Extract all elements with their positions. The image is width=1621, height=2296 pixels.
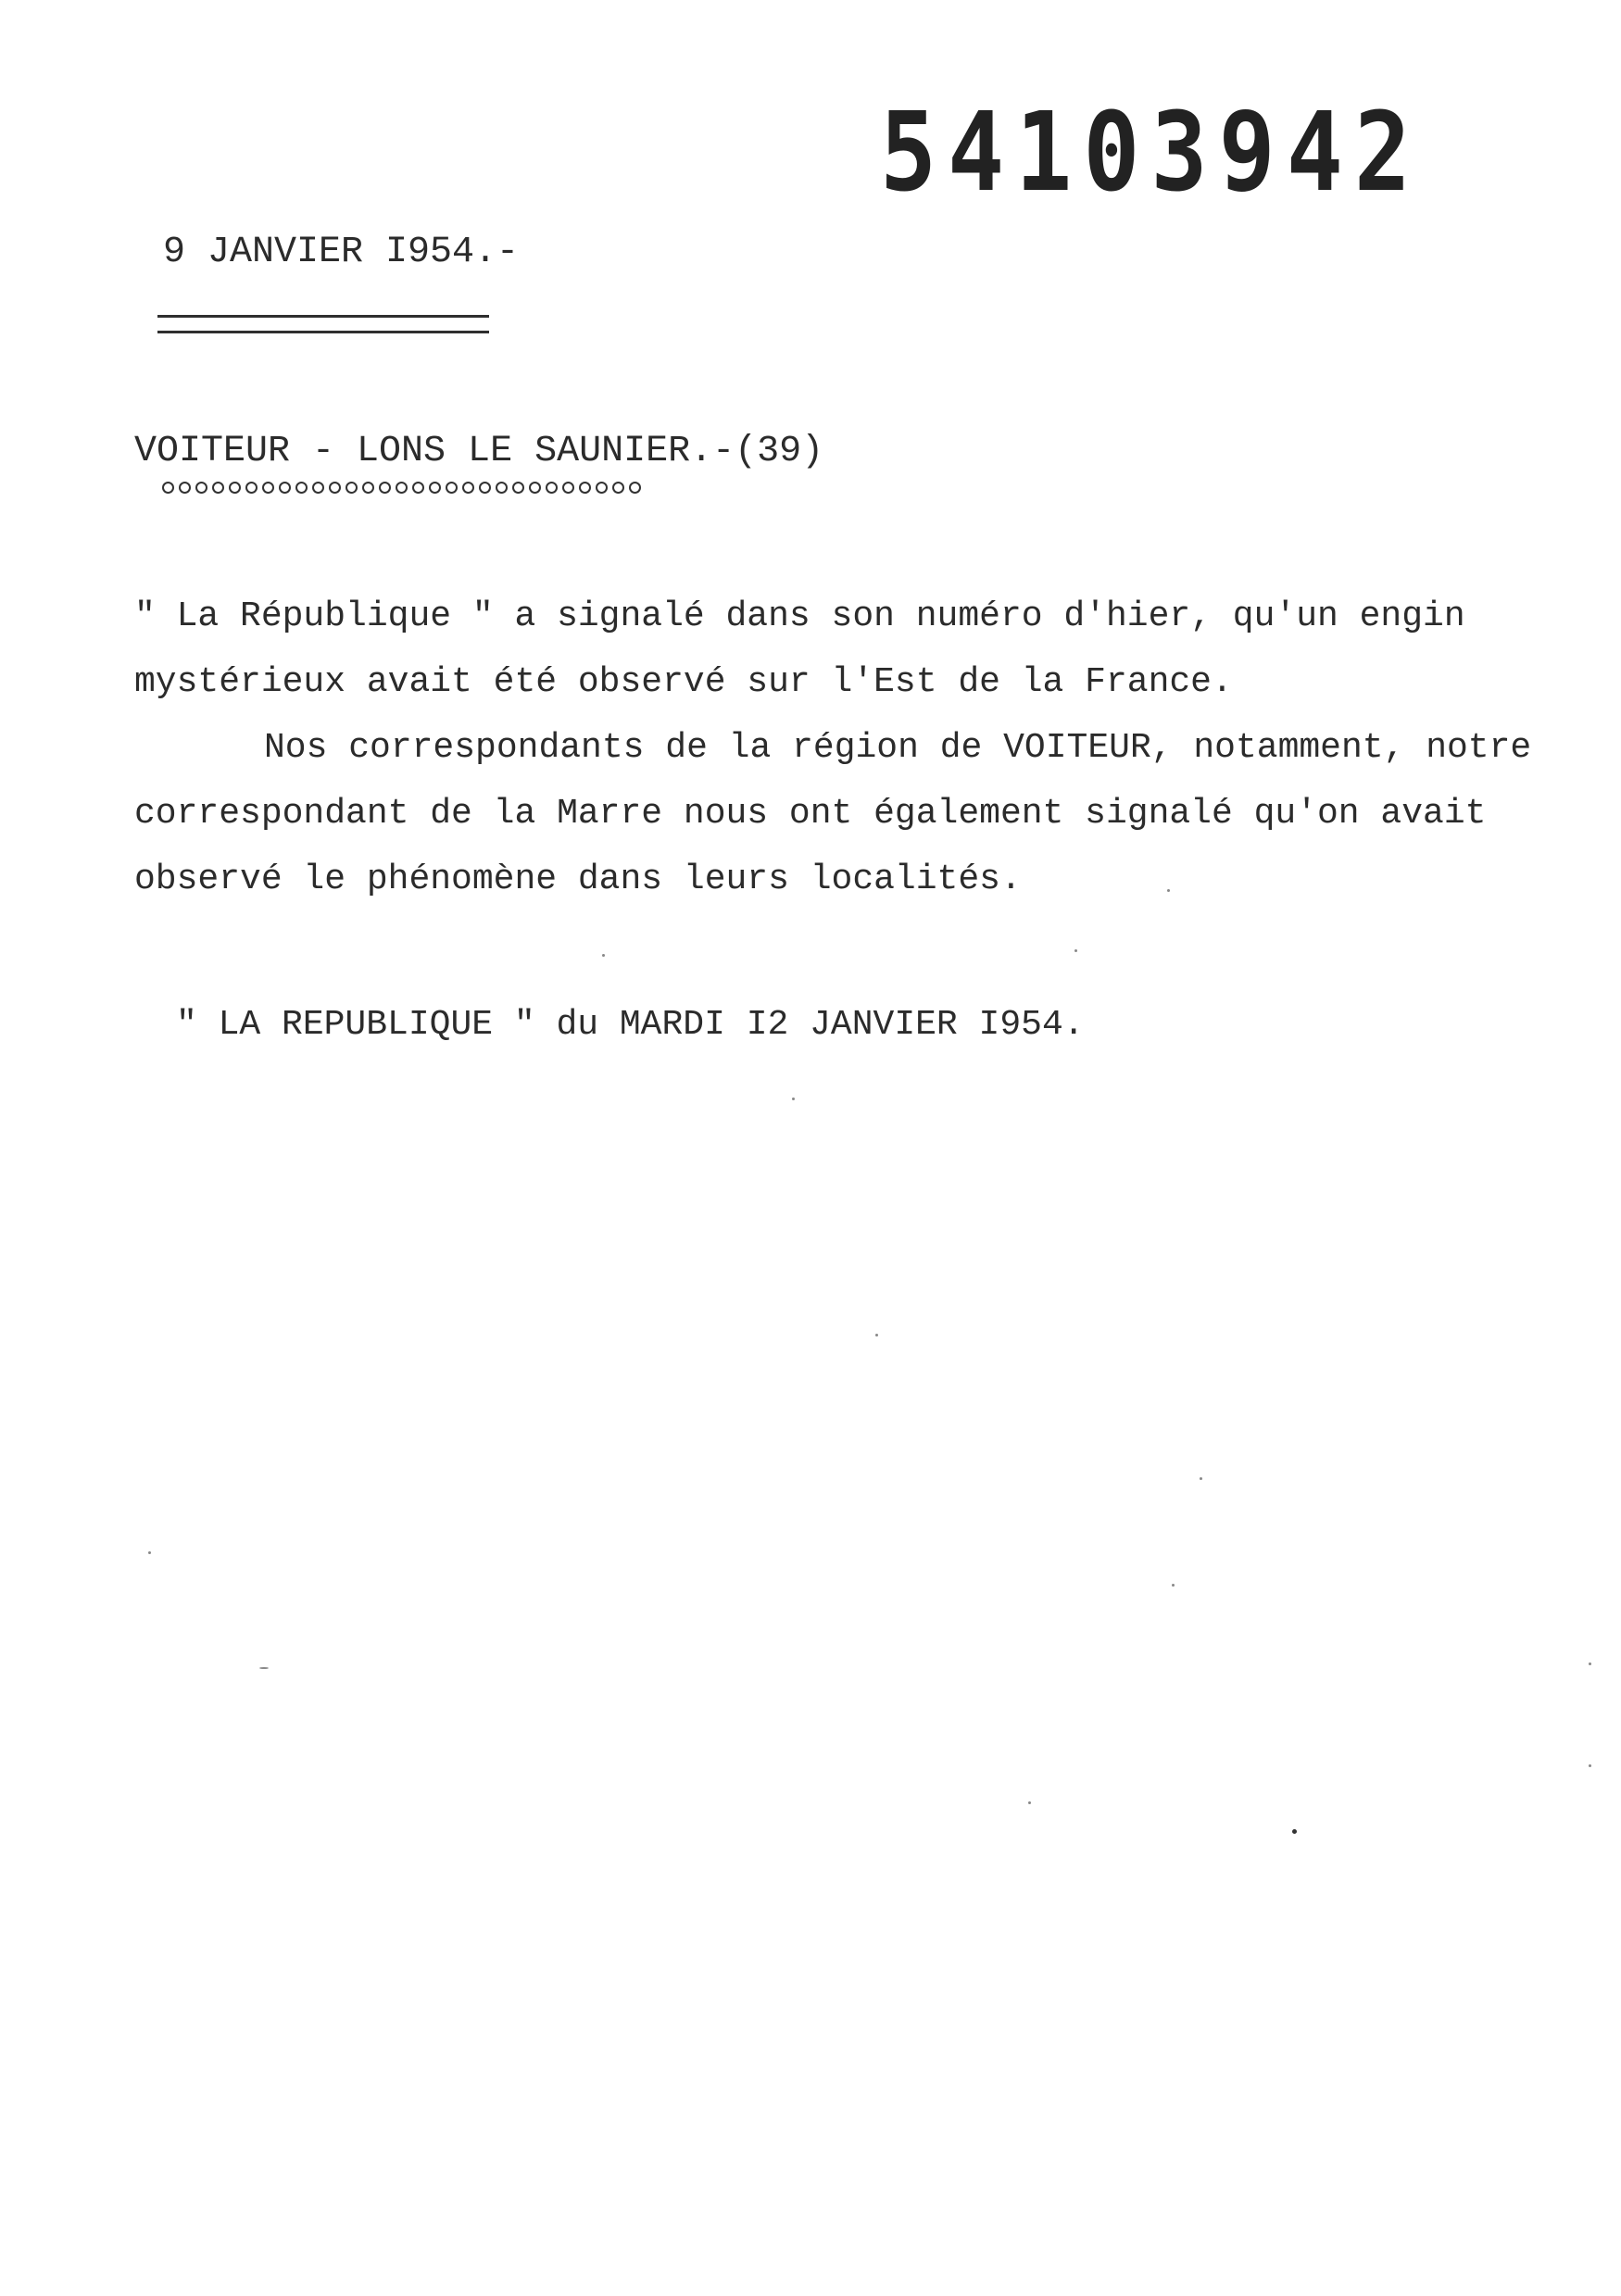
source-citation: " LA REPUBLIQUE " du MARDI I2 JANVIER I954.: [176, 1005, 1085, 1045]
document-date: 9 JANVIER I954.-: [163, 232, 520, 273]
scan-speck: [1589, 1662, 1591, 1665]
body-line-1: " La République " a signalé dans son numéro d'hier, qu'un engin: [134, 596, 1465, 636]
scan-speck: [1292, 1829, 1297, 1834]
scan-speck: [792, 1098, 795, 1100]
article-body: [134, 583, 1589, 912]
scan-speck: [1074, 949, 1077, 952]
document-number: 54103942: [880, 88, 1423, 216]
scan-speck: [602, 954, 605, 957]
scan-speck: [259, 1667, 269, 1669]
body-line-5: observé le phénomène dans leurs localités.: [134, 859, 1022, 899]
circle-underline-divider: [162, 482, 641, 494]
scan-speck: [1028, 1801, 1031, 1804]
double-underline-divider: [157, 315, 489, 333]
body-line-2: mystérieux avait été observé sur l'Est de la France.: [134, 662, 1233, 702]
location-heading: VOITEUR - LONS LE SAUNIER.-(39): [134, 431, 824, 472]
scan-speck: [1589, 1764, 1591, 1767]
body-line-3: Nos correspondants de la région de VOITEUR, notamment, notre: [264, 728, 1532, 768]
scan-speck: [1172, 1584, 1175, 1587]
scan-speck: [148, 1551, 151, 1554]
scan-speck: [1200, 1477, 1202, 1480]
scan-speck: [875, 1334, 878, 1336]
body-line-4: correspondant de la Marre nous ont également signalé qu'on avait: [134, 794, 1487, 834]
scan-speck: [1167, 889, 1170, 892]
